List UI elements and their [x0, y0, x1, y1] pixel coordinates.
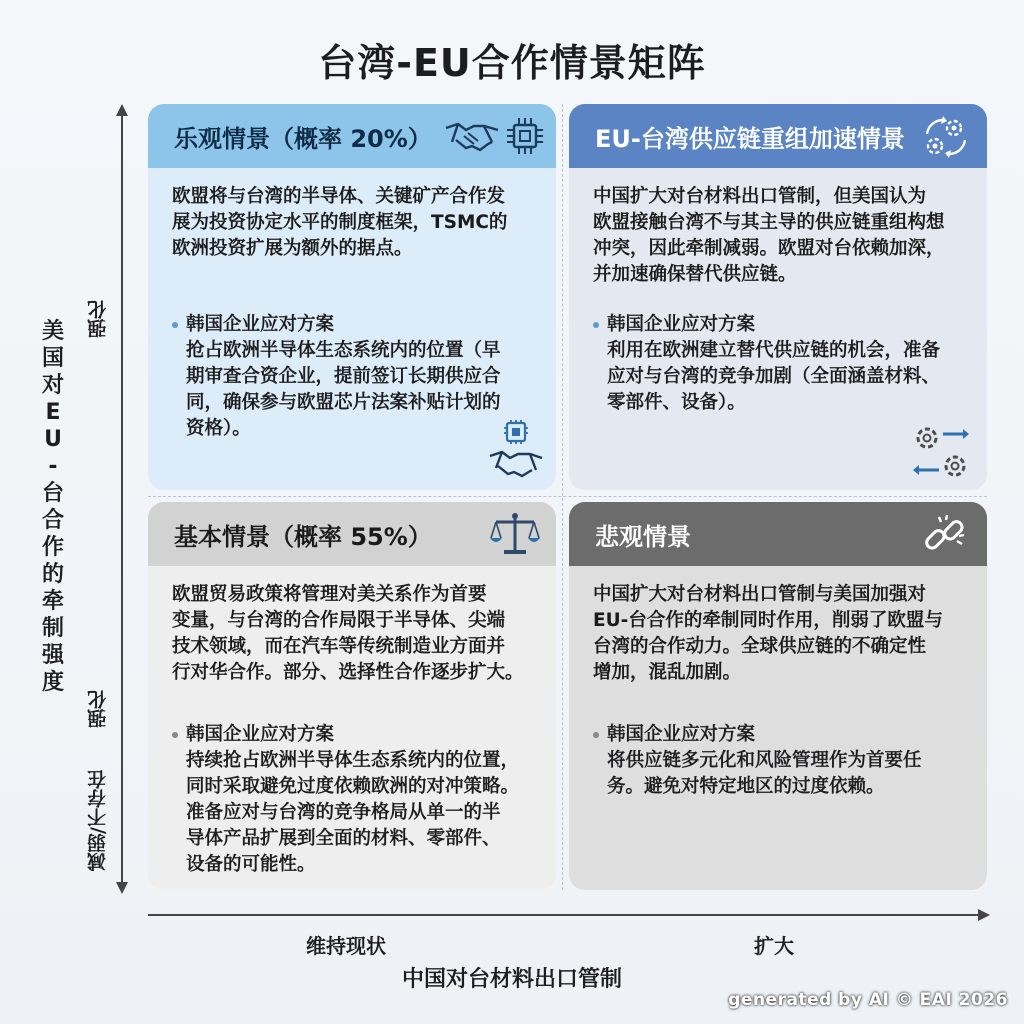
quadrant-title: 乐观情景（概率 20%）: [148, 104, 556, 168]
chip-handshake-icon: [486, 420, 546, 480]
quadrant-divider-horizontal: [148, 496, 987, 497]
response-line: 同时采取避免过度依赖欧洲的对冲策略。: [186, 776, 520, 797]
y-axis-title: [38, 318, 68, 696]
response-line: 导体产品扩展到全面的材料、零部件、: [186, 828, 501, 849]
description-line: EU-台合作的牵制同时作用，削弱了欧盟与: [593, 610, 943, 631]
quadrant-optimistic: [148, 104, 556, 490]
response-body: [593, 748, 965, 800]
quadrant-description: [148, 168, 556, 262]
x-axis-left-label: 维持现状: [306, 934, 386, 958]
bullet-icon: [172, 732, 178, 738]
quadrant-description: [148, 566, 556, 686]
description-line: 冲突，因此牵制减弱。欧盟对台依赖加深，: [593, 238, 945, 259]
response-line: 期审查合资企业，提前签订长期供应合: [186, 366, 501, 387]
quadrant-pessimistic: [569, 502, 987, 890]
response-line: 务。避免对特定地区的过度依赖。: [607, 776, 885, 797]
handshake-icon: [444, 118, 500, 154]
x-axis-arrow: [148, 905, 990, 925]
y-axis-title-char: 牵: [41, 589, 64, 614]
y-axis-title-char: U: [44, 427, 62, 452]
response-line: 持续抢占欧洲半导体生态系统内的位置，: [186, 750, 520, 771]
y-axis-title-char: 制: [41, 616, 64, 641]
bullet-icon: [593, 322, 599, 328]
scale-icon: [490, 512, 540, 558]
chip-icon: [506, 116, 544, 156]
page-title: 台湾-EU合作情景矩阵: [318, 41, 706, 85]
y-axis-title-char: 度: [41, 670, 64, 695]
quadrant-title: 基本情景（概率 55%）: [148, 502, 556, 566]
gears-cycle-icon: [921, 114, 971, 160]
response-section: [569, 312, 987, 416]
response-title: 韩国企业应对方案: [607, 724, 756, 745]
y-axis-title-char: 合: [41, 508, 64, 533]
response-line: 同，确保参与欧盟芯片法案补贴计划的: [186, 392, 501, 413]
gears-arrows-icon: [911, 422, 971, 482]
response-title: 韩国企业应对方案: [186, 314, 335, 335]
response-line: 抢占欧洲半导体生态系统内的位置（早: [186, 340, 501, 361]
quadrant-supply-chain-acceleration: [569, 104, 987, 490]
description-line: 变量，与台湾的合作局限于半导体、尖端: [172, 610, 506, 631]
y-axis-upper-label: 强化: [87, 300, 109, 338]
description-line: 增加，混乱加剧。: [593, 662, 742, 683]
y-axis-title-char: 作: [41, 535, 64, 560]
description-line: 台湾的合作动力。全球供应链的不确定性: [593, 636, 927, 657]
y-axis-title-char: 强: [41, 643, 64, 668]
response-title: 韩国企业应对方案: [186, 724, 335, 745]
description-line: 展为投资协定水平的制度框架，TSMC的: [172, 212, 508, 233]
y-axis-title-char: E: [45, 400, 61, 425]
y-axis-title-char: 国: [41, 346, 64, 371]
bullet-icon: [172, 322, 178, 328]
response-section: [148, 722, 556, 878]
quadrant-title: 悲观情景: [569, 502, 987, 566]
quadrant-baseline: [148, 502, 556, 890]
y-axis-middle-label: 强化: [87, 690, 109, 728]
response-line: 将供应链多元化和风险管理作为首要任: [607, 750, 922, 771]
y-axis-title-char: 台: [41, 481, 64, 506]
y-axis-title-char: -: [48, 454, 58, 479]
x-axis-title: 中国对台材料出口管制: [401, 967, 622, 992]
footer-credit: generated by AI © EAI 2026: [728, 990, 1008, 1010]
response-line: 利用在欧洲建立替代供应链的机会，准备: [607, 340, 941, 361]
x-axis-right-label: 扩大: [754, 934, 794, 958]
description-line: 行对华合作。部分、选择性合作逐步扩大。: [172, 662, 524, 683]
response-line: 零部件、设备）。: [607, 392, 746, 413]
response-section: [569, 722, 987, 800]
description-line: 欧盟贸易政策将管理对美关系作为首要: [172, 584, 487, 605]
y-axis-title-char: 美: [41, 319, 64, 344]
response-line: 准备应对与台湾的竞争格局从单一的半: [186, 802, 501, 823]
description-line: 欧盟接触台湾不与其主导的供应链重组构想: [593, 212, 945, 233]
quadrant-description: [569, 566, 987, 686]
bullet-icon: [593, 732, 599, 738]
y-axis-lower-label: 减弱/不存在: [87, 770, 109, 872]
response-line: 资格）。: [186, 418, 251, 439]
quadrant-title: EU-台湾供应链重组加速情景: [569, 104, 987, 168]
description-line: 欧洲投资扩展为额外的据点。: [172, 238, 413, 259]
description-line: 中国扩大对台材料出口管制，但美国认为: [593, 186, 927, 207]
quadrant-description: [569, 168, 987, 288]
response-line: 应对与台湾的竞争加剧（全面涵盖材料、: [607, 366, 941, 387]
description-line: 中国扩大对台材料出口管制与美国加强对: [593, 584, 927, 605]
description-line: 技术领域，而在汽车等传统制造业方面并: [172, 636, 506, 657]
response-line: 设备的可能性。: [186, 854, 316, 875]
response-body: [172, 338, 534, 442]
broken-chain-icon: [923, 514, 965, 556]
y-axis-arrow: [112, 104, 132, 894]
response-title: 韩国企业应对方案: [607, 314, 756, 335]
response-body: [593, 338, 965, 416]
response-body: [172, 748, 534, 878]
y-axis-title-char: 对: [41, 373, 64, 398]
description-line: 欧盟将与台湾的半导体、关键矿产合作发: [172, 186, 506, 207]
quadrant-divider-vertical: [562, 104, 563, 890]
y-axis-title-char: 的: [41, 562, 64, 587]
description-line: 并加速确保替代供应链。: [593, 264, 797, 285]
